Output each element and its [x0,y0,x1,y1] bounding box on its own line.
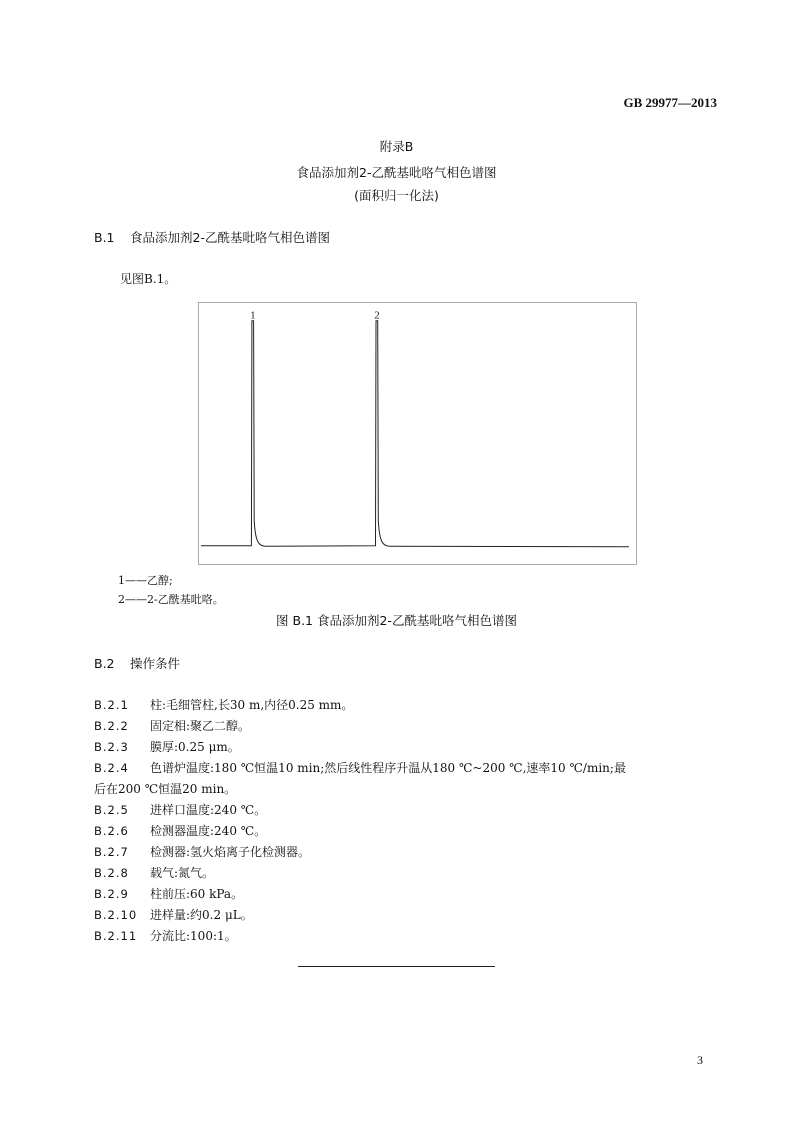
condition-item [94,717,250,734]
item-number: B.2.6 [94,824,129,838]
page-number: 3 [697,1053,703,1067]
appendix-label: 附录B [379,139,414,154]
end-rule [298,966,495,967]
item-text: 检测器温度:240 ℃。 [150,824,267,838]
item-number: B.2.4 [94,761,129,775]
condition-item [94,696,353,713]
item-text: 柱前压:60 kPa。 [150,887,244,901]
condition-item [94,885,243,902]
legend-item-2: 2——2-乙酰基吡咯。 [118,593,224,606]
section-b1-heading [94,228,330,246]
section-title: 食品添加剂2-乙酰基吡咯气相色谱图 [130,230,330,245]
item-number: B.2.8 [94,866,129,880]
section-number: B.1 [94,230,115,245]
figure-caption: 图 B.1 食品添加剂2-乙酰基吡咯气相色谱图 [276,613,517,628]
item-number: B.2.3 [94,740,129,754]
condition-item [94,738,240,755]
item-number: B.2.7 [94,845,129,859]
condition-item [94,843,310,860]
section-title: 操作条件 [130,656,181,671]
chromatogram-trace [201,321,629,547]
item-number: B.2.10 [94,908,138,922]
appendix-subtitle: (面积归一化法) [354,188,439,203]
item-text: 进样量:约0.2 μL。 [150,908,253,922]
condition-item [94,801,266,818]
item-number: B.2.1 [94,698,129,712]
item-text: 膜厚:0.25 μm。 [150,740,240,754]
item-number: B.2.11 [94,929,138,943]
chromatogram-svg [199,303,636,564]
figure-reference: 见图B.1。 [120,272,177,286]
item-number: B.2.9 [94,887,129,901]
condition-item [94,822,266,839]
appendix-title: 食品添加剂2-乙酰基吡咯气相色谱图 [296,165,497,180]
item-text: 色谱炉温度:180 ℃恒温10 min;然后线性程序升温从180 ℃~200 ℃,速率10 ℃/min;最 [150,761,626,775]
item-text: 固定相:聚乙二醇。 [150,719,251,733]
condition-item [94,864,214,881]
item-number: B.2.5 [94,803,129,817]
peak-label-1: 1 [250,309,256,322]
item-number: B.2.2 [94,719,129,733]
condition-item [94,906,253,923]
section-number: B.2 [94,656,115,671]
condition-item-continuation: 后在200 ℃恒温20 min。 [94,782,237,796]
item-text: 载气:氮气。 [150,866,215,880]
chromatogram-figure [198,302,637,565]
item-text: 柱:毛细管柱,长30 m,内径0.25 mm。 [150,698,354,712]
section-b2-heading [94,654,180,672]
condition-item [94,759,626,776]
item-text: 进样口温度:240 ℃。 [150,803,267,817]
condition-item [94,927,237,944]
standard-code: GB 29977—2013 [623,95,717,110]
peak-label-2: 2 [374,309,380,322]
legend-item-1: 1——乙醇; [118,574,173,587]
item-text: 分流比:100:1。 [150,929,237,943]
item-text: 检测器:氢火焰离子化检测器。 [150,845,311,859]
